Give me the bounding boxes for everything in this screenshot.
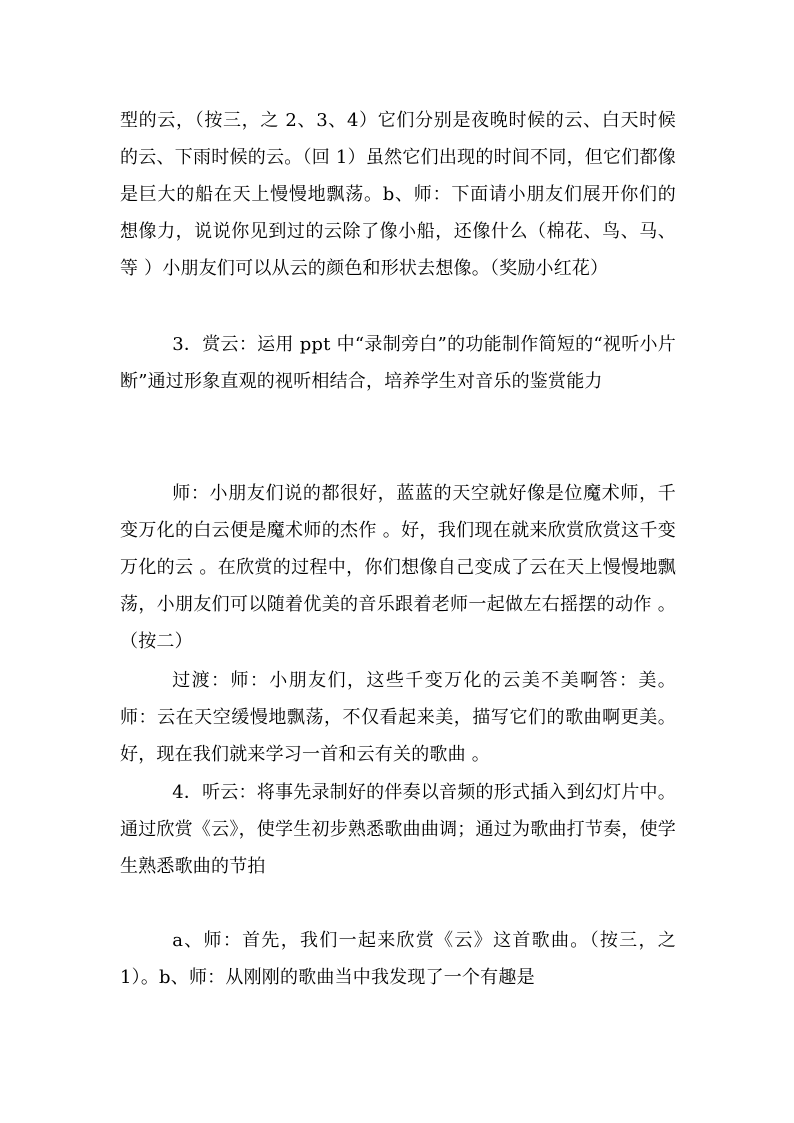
paragraph-teacher-magic: 师：小朋友们说的都很好，蓝蓝的天空就好像是位魔术师，千变万化的白云便是魔术师的杰作 。好，我们现在就来欣赏欣赏这千变万化的云 。在欣赏的过程中，你们想像自己变成了云在天上慢慢地飘荡，小朋友们可以随着优美的音乐跟着老师一起做左右摇摆的动作 。（按二）: [120, 483, 676, 652]
paragraph-cloud-types: 型的云，（按三，之 2、3、4）它们分别是夜晚时候的云、白天时候的云、下雨时候的云。（回 1）虽然它们出现的时间不同，但它们都像是巨大的船在天上慢慢地飘荡。b、师：下面请小朋友们展开你们的想像力，说说你见到过的云除了像小船，还像什么（棉花、鸟、马、等 ）小朋友们可以从云的颜色和形状去想像。（奖励小红花）: [120, 110, 676, 279]
paragraph-song-appreciation: a、师：首先，我们一起来欣赏《云》这首歌曲。（按三，之 1）。b、师：从刚刚的歌曲当中我发现了一个有趣是: [120, 930, 676, 988]
paragraph-transition: 过渡：师：小朋友们，这些千变万化的云美不美啊答：美。师：云在天空缓慢地飘荡，不仅看起来美，描写它们的歌曲啊更美。好，现在我们就来学习一首和云有关的歌曲 。: [120, 670, 676, 765]
paragraph-listen-clouds: 4．听云：将事先录制好的伴奏以音频的形式插入到幻灯片中。通过欣赏《云》，使学生初步熟悉歌曲曲调；通过为歌曲打节奏，使学生熟悉歌曲的节拍: [120, 782, 676, 877]
paragraph-appreciate-clouds: 3．赏云：运用 ppt 中“录制旁白”的功能制作简短的“视听小片断”通过形象直观的视听相结合，培养学生对音乐的鉴赏能力: [120, 334, 676, 392]
